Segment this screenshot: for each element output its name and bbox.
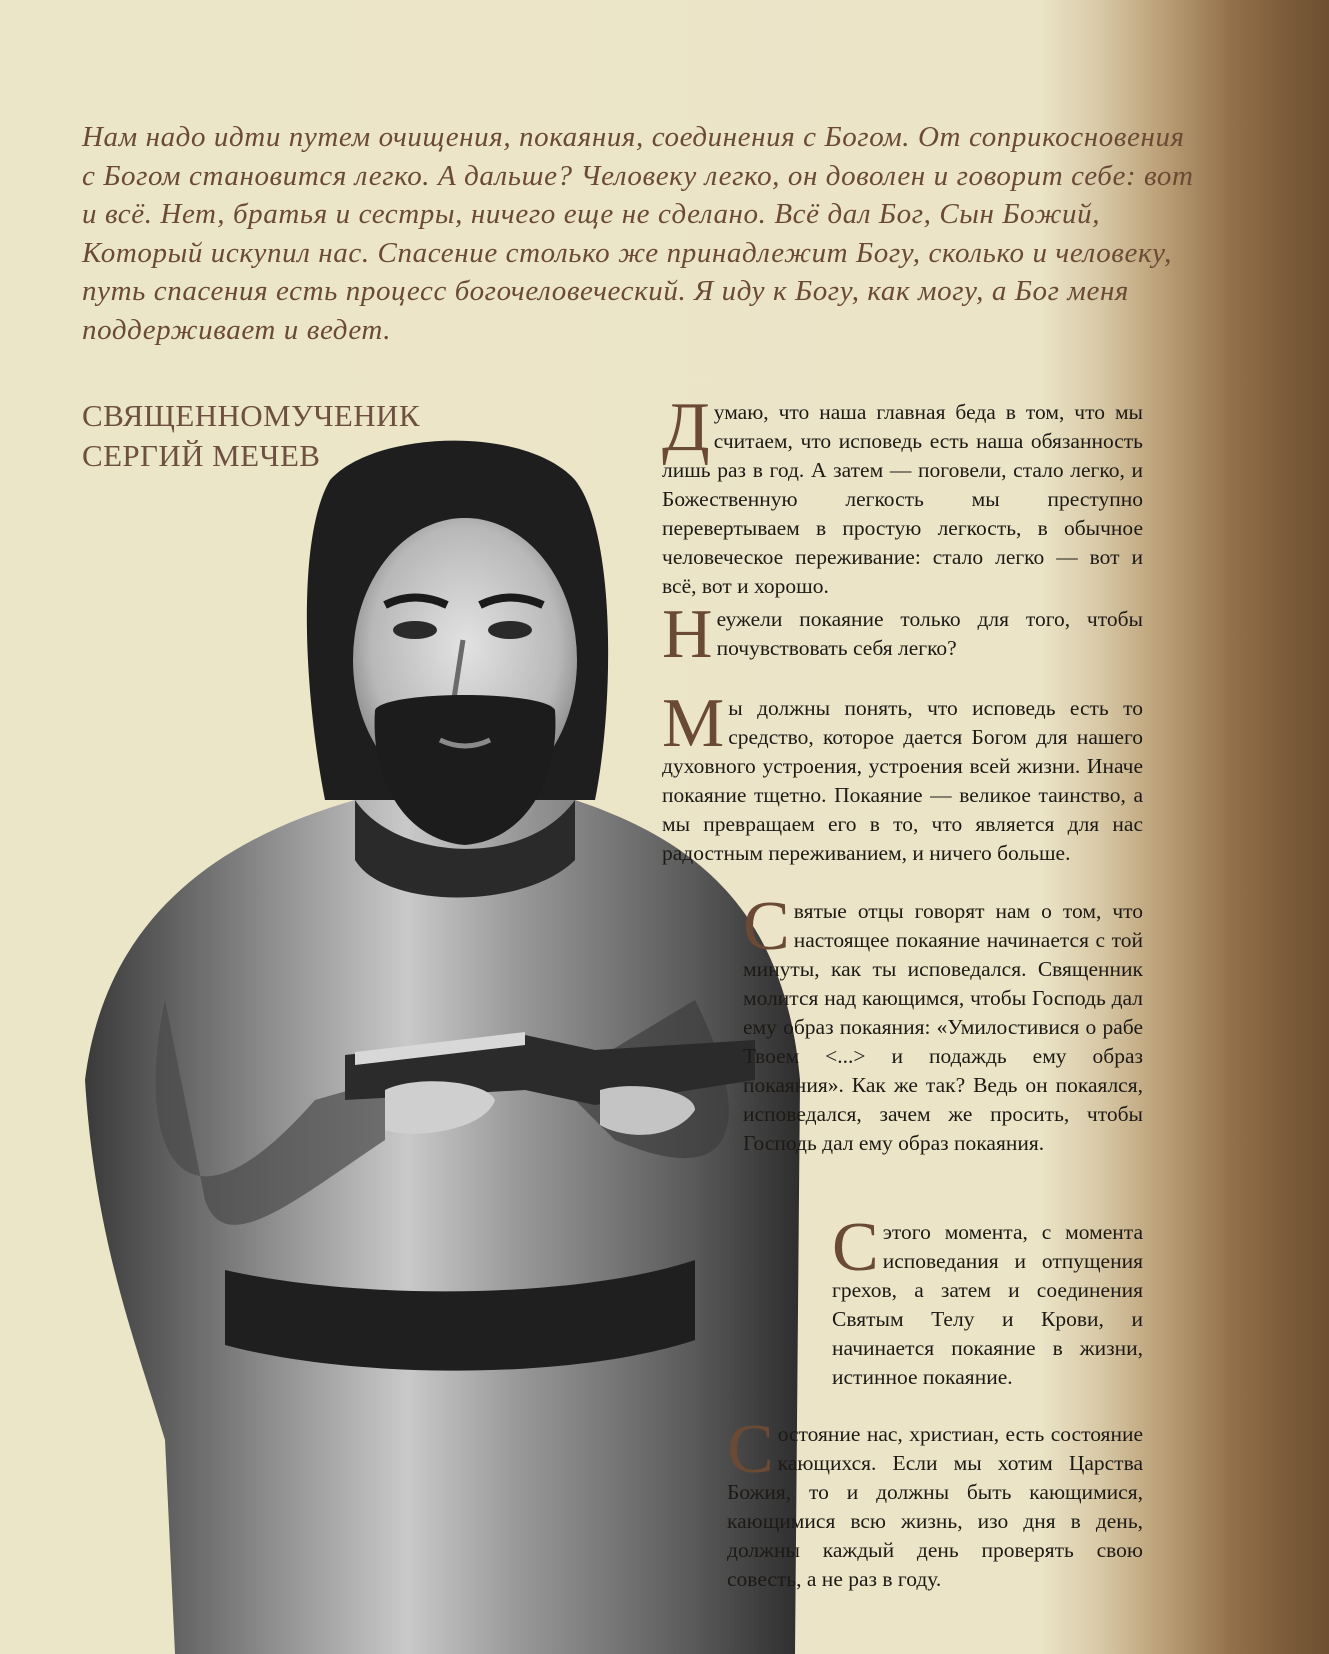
author-name: СВЯЩЕННОМУЧЕНИК СЕРГИЙ МЕЧЕВ: [82, 398, 420, 473]
paragraph-text: еужели покаяние только для того, чтобы почувствовать себя легко?: [716, 607, 1143, 660]
paragraph-4: [743, 888, 1143, 1158]
paragraph-5: [832, 1209, 1143, 1392]
drop-cap: М: [662, 685, 725, 762]
paragraph-text: ы должны понять, что исповедь есть то средство, которое дается Богом для нашего духовного устроения, устроения всей жизни. Иначе покаяние тщетно. Покаяние — великое таинство, а мы превращаем его в то, что является для нас радостным переживанием, и ничего больше.: [662, 696, 1143, 865]
paragraph-text: остояние нас, христиан, есть состояние кающихся. Если мы хотим Царства Божия, то и должны быть кающимися, кающимися всю жизнь, изо дня в день, должны каждый день проверять свою совесть, а не раз в году.: [727, 1422, 1143, 1591]
paragraph-text: этого момента, с момента исповедания и отпущения грехов, а затем и соединения Святым Телу и Крови, и начинается покаяние в жизни, истинное покаяние.: [832, 1220, 1143, 1389]
drop-cap: Д: [662, 389, 710, 466]
drop-cap: С: [743, 888, 790, 965]
paragraph-text: умаю, что наша главная беда в том, что мы считаем, что исповедь есть наша обязанность лишь раз в год. А затем — поговели, стало легко, и Божественную легкость мы преступно перевертываем в простую легкость, в обычное человеческое переживание: стало легко — вот и всё, вот и хорошо.: [662, 400, 1143, 598]
drop-cap: Н: [662, 596, 713, 673]
paragraph-text: вятые отцы говорят нам о том, что настоящее покаяние начинается с той минуты, как ты исповедался. Священник молится над кающимся, чтобы Господь дал ему образ покаяния: «Умилостивися о рабе Твоем <...> и подаждь ему образ покаяния». Как же так? Ведь он покаялся, исповедался, зачем же просить, чтобы Господь дал ему образ покаяния.: [743, 899, 1143, 1155]
epigraph-quote: Нам надо идти путем очищения, покаяния, соединения с Богом. От соприкосновения с Богом становится легко. А дальше? Человеку легко, он доволен и говорит себе: вот и всё. Нет, братья и сестры, ничего еще не сделано. Всё дал Бог, Сын Божий, Который искупил нас. Спасение столько же принадлежит Богу, сколько и человеку, путь спасения есть процесс богочеловеческий. Я иду к Богу, как могу, а Бог меня поддерживает и ведет.: [82, 121, 1194, 346]
paragraph-2: [662, 596, 1143, 673]
drop-cap: С: [832, 1209, 879, 1286]
drop-cap: С: [727, 1411, 774, 1488]
paragraph-6: [727, 1411, 1143, 1594]
paragraph-3: [662, 685, 1143, 868]
paragraph-1: [662, 389, 1143, 601]
